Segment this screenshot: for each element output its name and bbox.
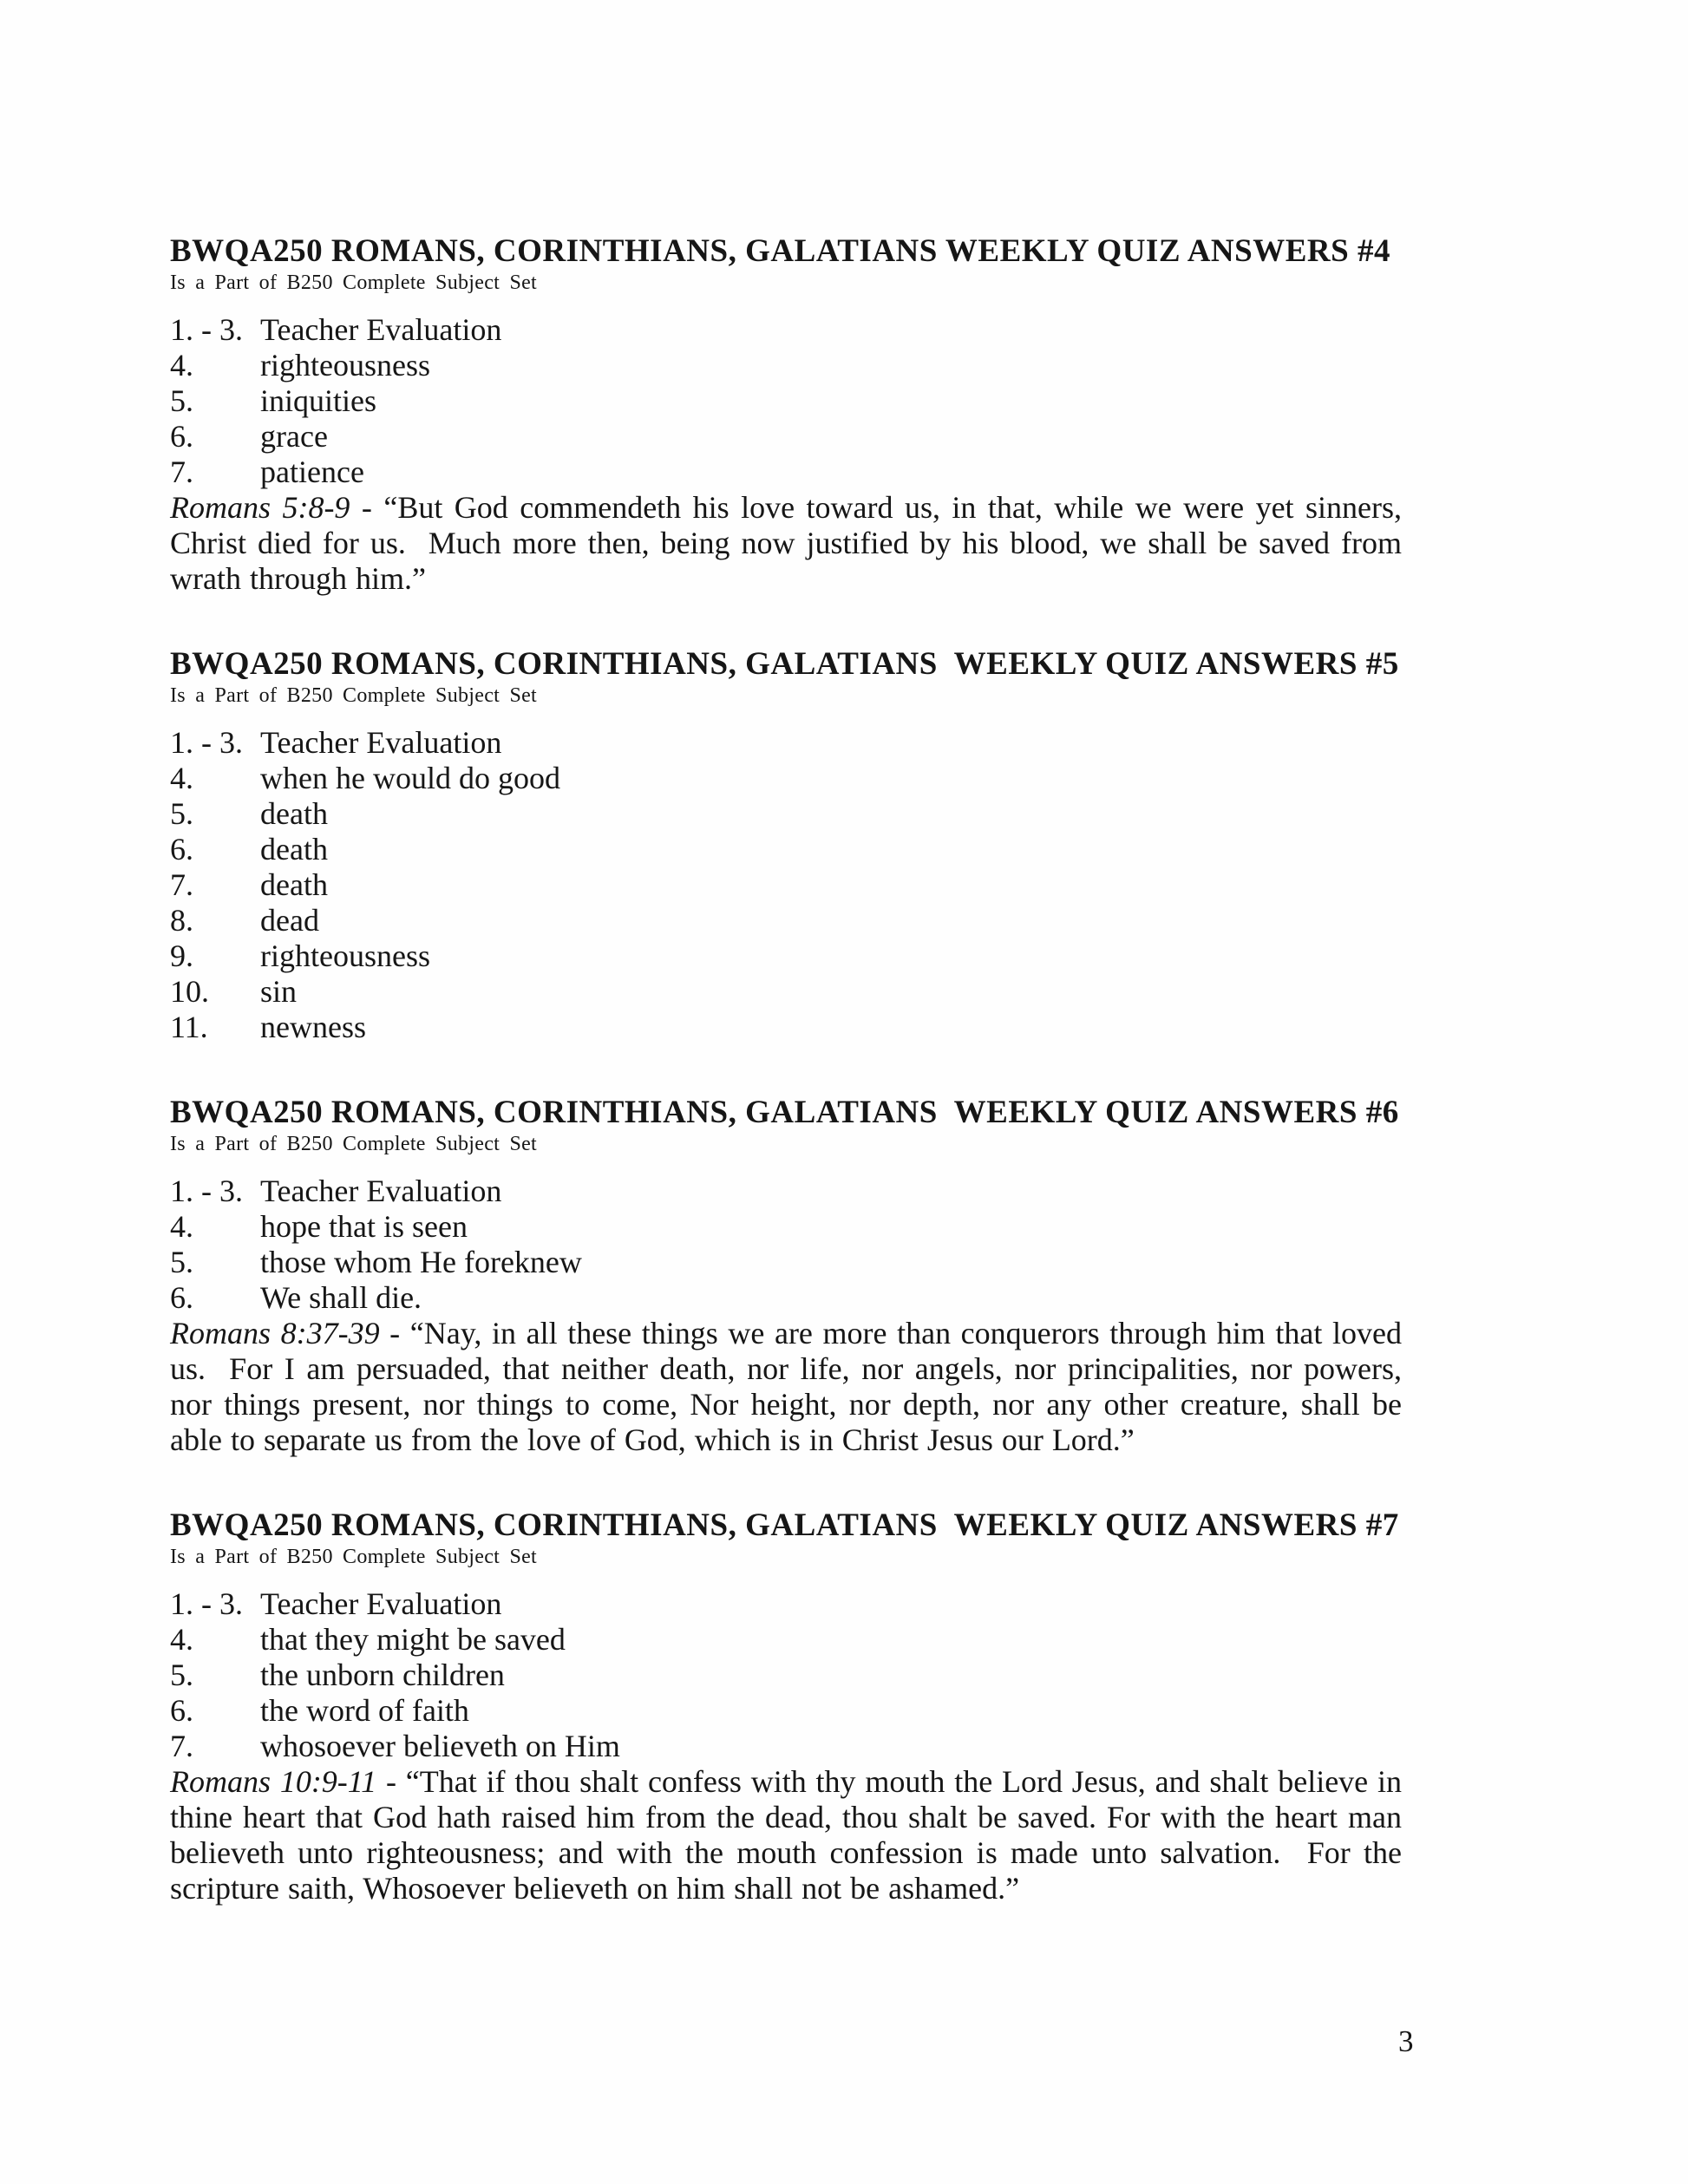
verse-reference: Romans 8:37-39 <box>170 1316 380 1350</box>
answer-row <box>170 761 1402 796</box>
section-subtitle: Is a Part of B250 Complete Subject Set <box>170 271 538 294</box>
answer-number: 6. <box>170 1280 193 1315</box>
answer-row <box>170 974 1402 1010</box>
quiz-answers-section <box>170 645 1402 1045</box>
answer-number: 11. <box>170 1010 208 1044</box>
verse-separator: - <box>376 1764 406 1799</box>
answer-text: death <box>260 867 328 902</box>
answer-number: 6. <box>170 419 193 454</box>
answer-list <box>170 312 1402 490</box>
answer-row <box>170 796 1402 832</box>
page-number: 3 <box>1398 2024 1414 2058</box>
answer-text: newness <box>260 1010 366 1044</box>
answer-row <box>170 938 1402 974</box>
verse-reference: Romans 10:9-11 <box>170 1764 377 1799</box>
answer-number: 6. <box>170 832 193 866</box>
answer-text: Teacher Evaluation <box>260 1586 502 1621</box>
section-title: BWQA250 ROMANS, CORINTHIANS, GALATIANS WEEKLY QUIZ ANSWERS #4 <box>170 233 1390 269</box>
section-title: BWQA250 ROMANS, CORINTHIANS, GALATIANS WEEKLY QUIZ ANSWERS #5 <box>170 646 1399 682</box>
answer-row <box>170 1729 1402 1764</box>
answer-number: 1. - 3. <box>170 1174 243 1208</box>
answer-text: whosoever believeth on Him <box>260 1729 620 1763</box>
section-title: BWQA250 ROMANS, CORINTHIANS, GALATIANS WEEKLY QUIZ ANSWERS #6 <box>170 1095 1399 1130</box>
answer-list <box>170 1174 1402 1316</box>
verse-separator: - <box>350 490 384 525</box>
answer-text: sin <box>260 974 298 1009</box>
verse-paragraph <box>170 1764 1402 1906</box>
answer-row <box>170 1245 1402 1280</box>
answer-number: 4. <box>170 348 193 383</box>
answer-number: 7. <box>170 454 193 489</box>
answer-text: Teacher Evaluation <box>260 1174 502 1208</box>
answer-number: 1. - 3. <box>170 725 243 760</box>
answer-row <box>170 454 1402 490</box>
answer-number: 9. <box>170 938 193 973</box>
answer-row <box>170 1174 1402 1209</box>
quiz-answers-section <box>170 1094 1402 1458</box>
document-content <box>170 232 1402 1955</box>
answer-row <box>170 383 1402 419</box>
answer-row <box>170 348 1402 383</box>
answer-number: 1. - 3. <box>170 312 243 347</box>
answer-text: when he would do good <box>260 761 560 795</box>
answer-text: righteousness <box>260 938 430 973</box>
section-subtitle: Is a Part of B250 Complete Subject Set <box>170 1133 538 1155</box>
verse-reference: Romans 5:8-9 <box>170 490 350 525</box>
answer-text: the unborn children <box>260 1658 505 1692</box>
answer-number: 10. <box>170 974 209 1009</box>
answer-row <box>170 312 1402 348</box>
answer-text: death <box>260 796 328 831</box>
verse-text: “That if thou shalt confess with thy mouth the Lord Jesus, and shalt believe in thine heart that God hath raised him from the dead, thou shalt be saved. For with the heart man believeth unto righteousness; and with the mouth confession is made unto salvation. For the scripture saith, Whosoever believeth on him shall not be ashamed.” <box>170 1764 1402 1906</box>
answer-list <box>170 725 1402 1045</box>
answer-row <box>170 832 1402 867</box>
answer-text: patience <box>260 454 364 489</box>
verse-text: “But God commendeth his love toward us, in that, while we were yet sinners, Christ died for us. Much more then, being now justified by his blood, we shall be saved from wrath through him.” <box>170 490 1402 596</box>
quiz-answers-section <box>170 232 1402 597</box>
answer-number: 8. <box>170 903 193 938</box>
answer-number: 5. <box>170 1245 193 1279</box>
answer-number: 5. <box>170 796 193 831</box>
answer-row <box>170 1658 1402 1693</box>
answer-number: 4. <box>170 761 193 795</box>
answer-number: 7. <box>170 1729 193 1763</box>
verse-paragraph <box>170 1316 1402 1458</box>
answer-number: 6. <box>170 1693 193 1728</box>
answer-number: 1. - 3. <box>170 1586 243 1621</box>
answer-list <box>170 1586 1402 1764</box>
answer-text: iniquities <box>260 383 376 418</box>
answer-number: 5. <box>170 383 193 418</box>
answer-row <box>170 419 1402 454</box>
quiz-answers-section <box>170 1507 1402 1906</box>
section-subtitle: Is a Part of B250 Complete Subject Set <box>170 1546 538 1568</box>
answer-text: death <box>260 832 328 866</box>
answer-text: grace <box>260 419 328 454</box>
answer-text: the word of faith <box>260 1693 469 1728</box>
answer-row <box>170 903 1402 938</box>
answer-text: Teacher Evaluation <box>260 312 502 347</box>
answer-number: 7. <box>170 867 193 902</box>
section-title: BWQA250 ROMANS, CORINTHIANS, GALATIANS WEEKLY QUIZ ANSWERS #7 <box>170 1507 1399 1543</box>
answer-row <box>170 725 1402 761</box>
verse-separator: - <box>379 1316 410 1350</box>
answer-number: 4. <box>170 1209 193 1244</box>
answer-text: righteousness <box>260 348 430 383</box>
answer-text: hope that is seen <box>260 1209 468 1244</box>
answer-number: 5. <box>170 1658 193 1692</box>
answer-text: those whom He foreknew <box>260 1245 582 1279</box>
answer-row <box>170 1010 1402 1045</box>
answer-number: 4. <box>170 1622 193 1657</box>
verse-paragraph <box>170 490 1402 597</box>
answer-row <box>170 1622 1402 1658</box>
section-subtitle: Is a Part of B250 Complete Subject Set <box>170 684 538 707</box>
answer-text: We shall die. <box>260 1280 422 1315</box>
answer-row <box>170 1693 1402 1729</box>
answer-text: dead <box>260 903 319 938</box>
answer-row <box>170 1586 1402 1622</box>
verse-text: “Nay, in all these things we are more than conquerors through him that loved us. For I am persuaded, that neither death, nor life, nor angels, nor principalities, nor powers, nor things present, nor things to come, Nor height, nor depth, nor any other creature, shall be able to separate us from the love of God, which is in Christ Jesus our Lord.” <box>170 1316 1402 1457</box>
answer-text: that they might be saved <box>260 1622 566 1657</box>
answer-row <box>170 1280 1402 1316</box>
answer-row <box>170 1209 1402 1245</box>
answer-row <box>170 867 1402 903</box>
answer-text: Teacher Evaluation <box>260 725 502 760</box>
